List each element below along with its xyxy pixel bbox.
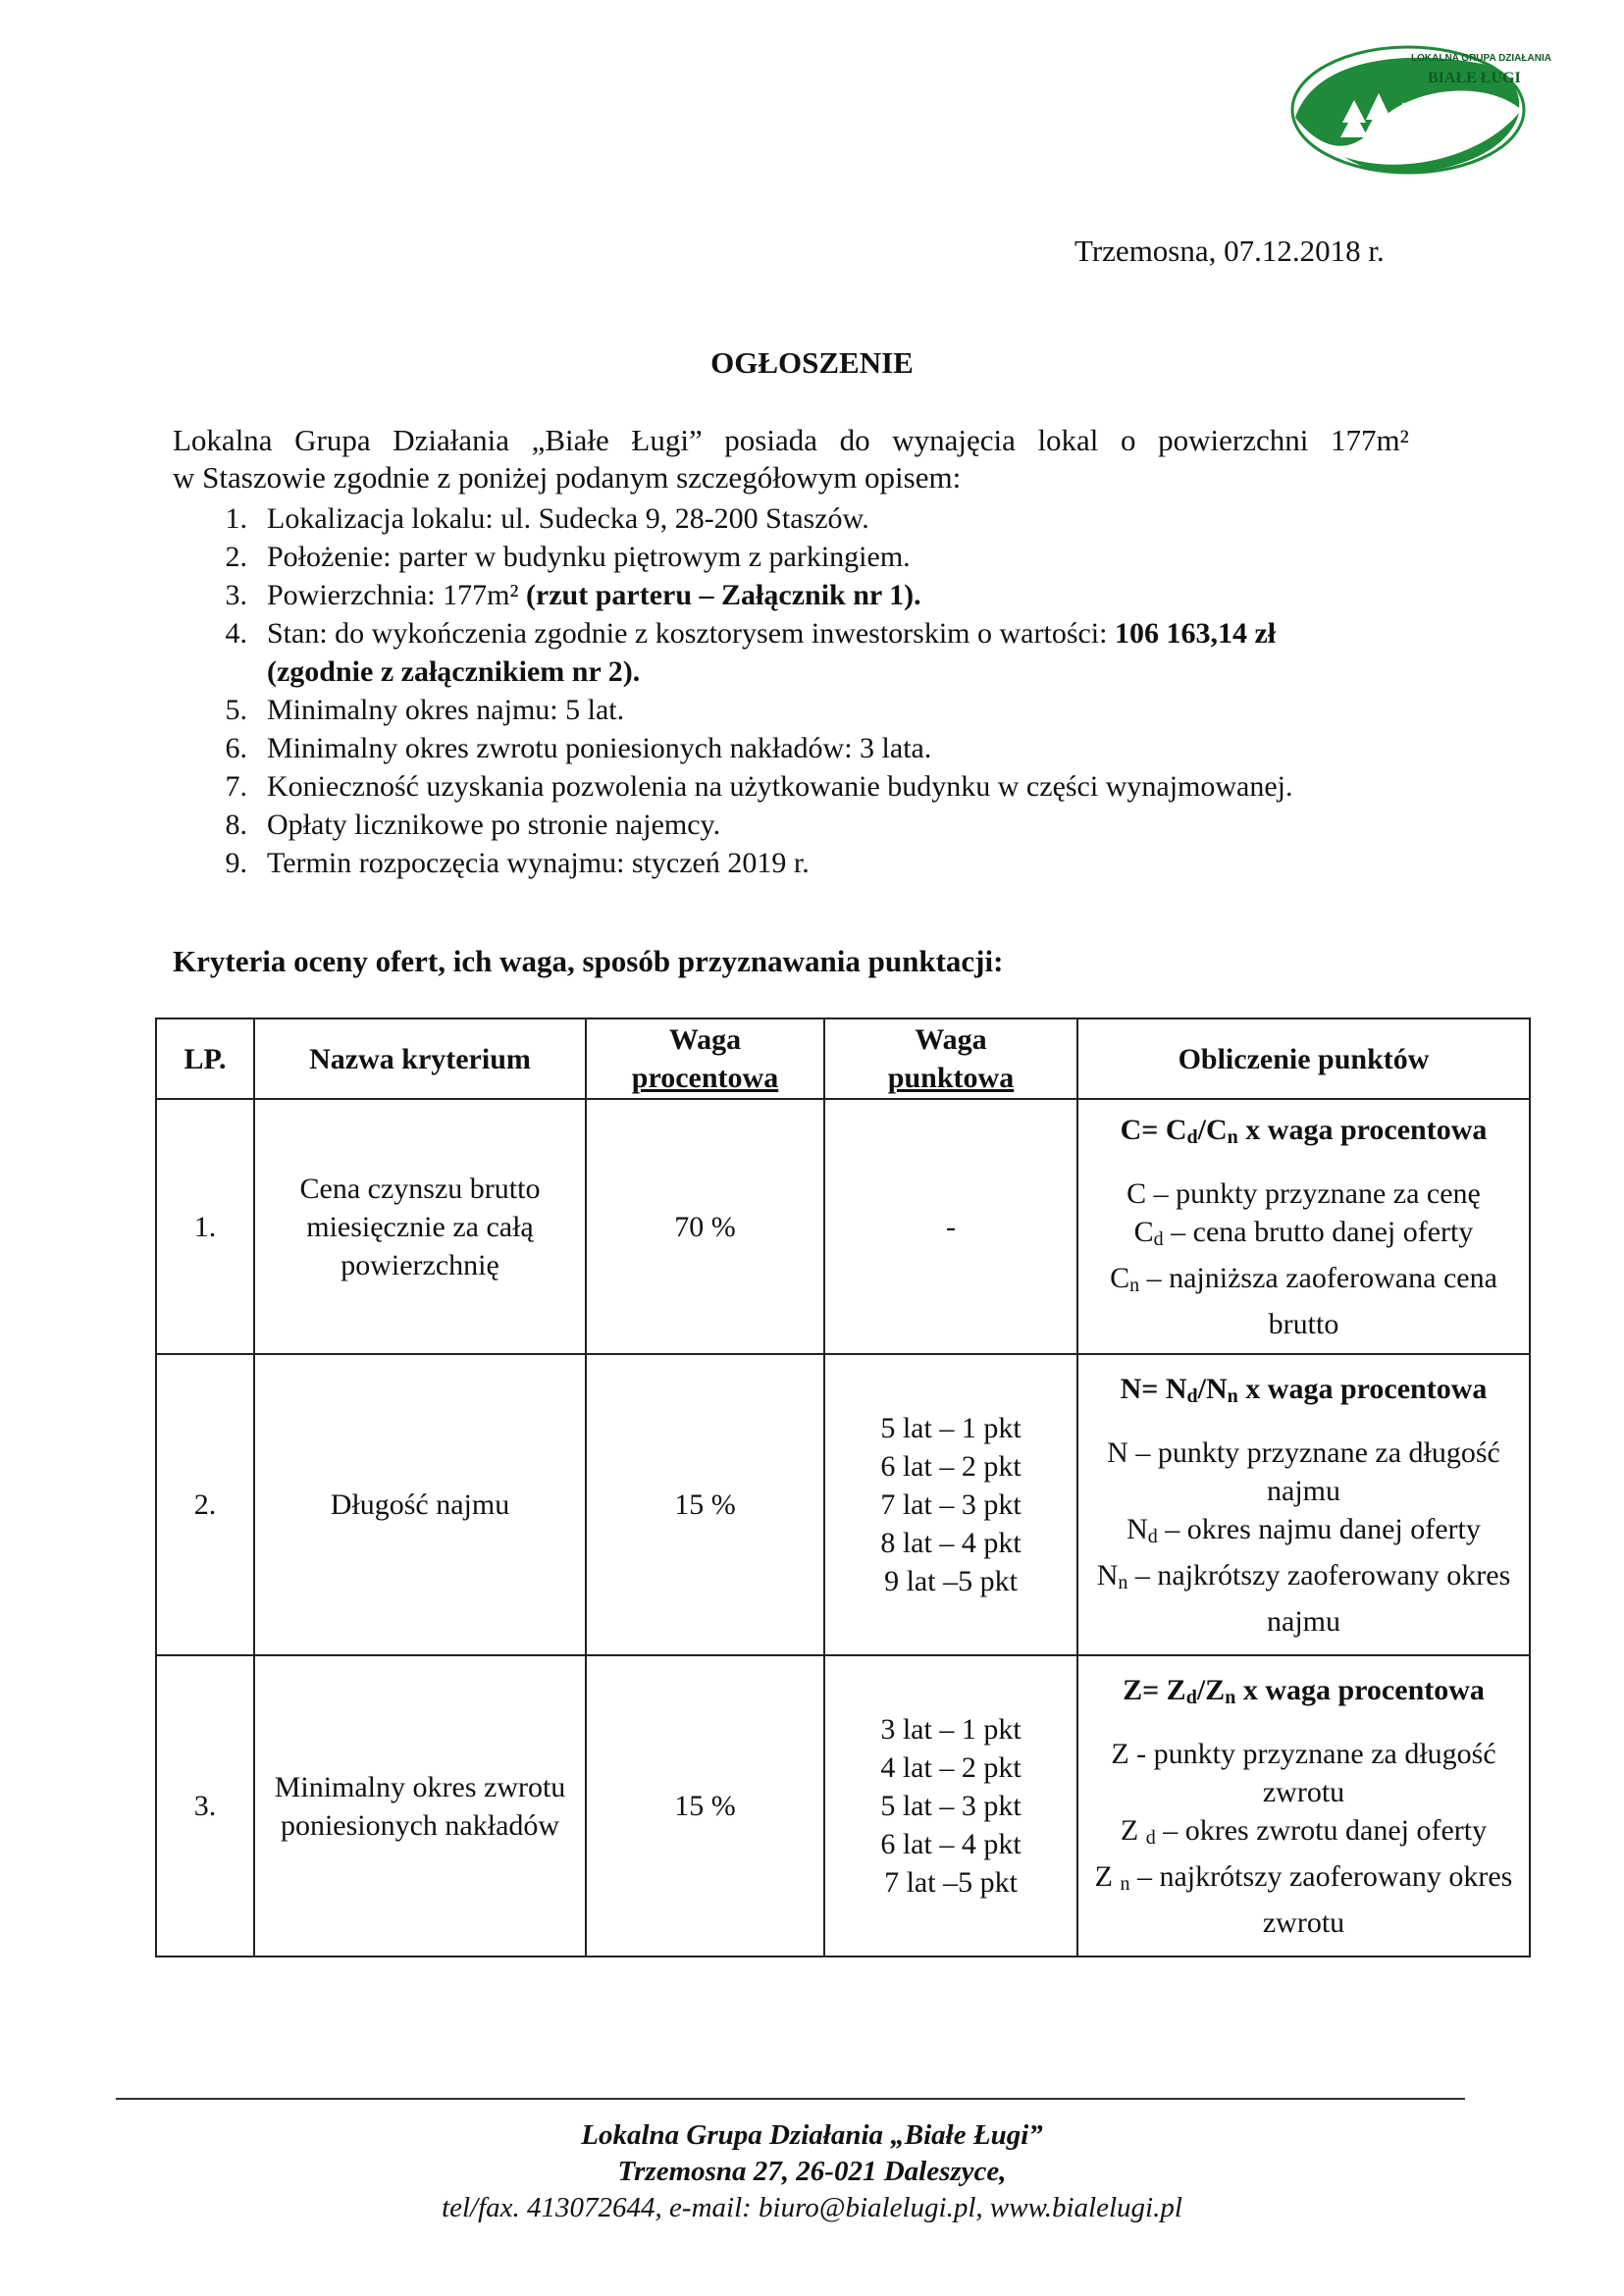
points-line: - [946, 1210, 956, 1243]
criteria-heading: Kryteria oceny ofert, ich waga, sposób przyznawania punktacji: [173, 944, 1004, 978]
points-line: 5 lat – 1 pkt [880, 1412, 1022, 1444]
list-item-number: 1. [225, 502, 247, 535]
list-item-bold: 106 163,14 zł [1114, 617, 1277, 650]
list-item-number: 6. [225, 732, 247, 764]
list-item-number: 9. [225, 847, 247, 879]
cell-lp: 2. [156, 1354, 254, 1655]
header-lp: LP. [156, 1018, 254, 1099]
formula-sub: n [1225, 1686, 1236, 1708]
logo-text-line2: BIAŁE ŁUGI [1428, 70, 1521, 86]
header-calc: Obliczenie punktów [1077, 1018, 1530, 1099]
list-item [173, 844, 1419, 882]
cell-lp: 1. [156, 1099, 254, 1354]
points-line: 5 lat – 3 pkt [880, 1790, 1022, 1822]
calc-desc-line: Z - punkty przyznane za długość zwrotu [1111, 1737, 1496, 1808]
footer-org: Lokalna Grupa Działania „Białe Ługi” [581, 2119, 1043, 2151]
header-waga-procentowa-line2: procentowa [631, 1062, 779, 1094]
intro-word: Grupa [294, 423, 371, 457]
cell-name: Długość najmu [254, 1354, 586, 1655]
intro-word: „Białe [531, 423, 609, 457]
table-row [156, 1354, 1530, 1655]
list-item-bold: (rzut parteru – Załącznik nr 1). [525, 579, 921, 611]
intro-word: powierzchni [1158, 423, 1309, 457]
list-item-text: Minimalny okres najmu: 5 lat. [267, 694, 625, 726]
points-line: 6 lat – 4 pkt [880, 1828, 1022, 1860]
footer-contact: tel/fax. 413072644, e-mail: biuro@bialelugi.pl, www.bialelugi.pl [442, 2192, 1182, 2223]
calc-desc-sub: n [1120, 1872, 1130, 1895]
criteria-table [155, 1018, 1531, 1957]
list-item [173, 538, 1419, 576]
list-item-text: Położenie: parter w budynku piętrowym z parkingiem. [267, 541, 911, 573]
points-line: 8 lat – 4 pkt [880, 1527, 1022, 1559]
cell-percent: 70 % [586, 1099, 824, 1354]
intro-word: o [1121, 423, 1136, 457]
calc-desc-line: $N_d$ – okres najmu danej oferty [1126, 1512, 1481, 1547]
list-item-number: 3. [225, 579, 247, 611]
cell-name: Cena czynszu brutto miesięcznie za całą powierzchnię [254, 1099, 586, 1354]
calc-desc-line: $C_d$ – cena brutto danej oferty [1133, 1215, 1474, 1250]
footer [0, 2117, 1624, 2226]
logo-text-line1: LOKALNA GRUPA DZIAŁANIA [1411, 53, 1551, 64]
formula-sub: n [1227, 1384, 1238, 1407]
list-item-text: Powierzchnia: 177m² (rzut parteru – Załącznik nr 1). [267, 579, 921, 611]
cell-name: Minimalny okres zwrotu poniesionych nakładów [254, 1655, 586, 1957]
criteria-body [156, 1099, 1530, 1957]
points-line: 6 lat – 2 pkt [880, 1450, 1022, 1483]
table-row [156, 1655, 1530, 1957]
formula-sub: d [1185, 1686, 1197, 1708]
calc-desc-sub: d [1145, 1826, 1156, 1849]
header-waga-procentowa [586, 1018, 824, 1099]
document-date: Trzemosna, 07.12.2018 r. [1074, 234, 1385, 268]
list-item [173, 691, 1419, 729]
calc-desc-line: Z $_n$ – najkrótszy zaoferowany okres zwrotu [1094, 1859, 1513, 1939]
list-item-text: Minimalny okres zwrotu poniesionych nakładów: 3 lata. [267, 732, 932, 764]
formula-sub: d [1186, 1384, 1198, 1407]
list-item [173, 806, 1419, 844]
header-waga-punktowa-line2: punktowa [887, 1062, 1015, 1094]
formula: $Z= Z_d/Z_n$ x waga procentowa [1123, 1673, 1485, 1708]
calc-desc-line: $N_n$ – najkrótszy zaoferowany okres najmu [1096, 1558, 1511, 1638]
list-item [173, 767, 1419, 806]
calc-desc-line: Z $_d$ – okres zwrotu danej oferty [1120, 1813, 1488, 1849]
intro-line1 [173, 422, 1409, 459]
header-waga-procentowa-line1: Waga [668, 1023, 742, 1056]
cell-lp: 3. [156, 1655, 254, 1957]
cell-points [824, 1655, 1077, 1957]
intro-paragraph [173, 422, 1409, 496]
points-line: 7 lat – 3 pkt [880, 1488, 1022, 1521]
calc-desc-sub: n [1129, 1274, 1140, 1296]
list-item-number: 4. [225, 617, 247, 650]
points-line: 3 lat – 1 pkt [880, 1713, 1022, 1746]
calc-desc-sub: n [1118, 1571, 1128, 1593]
lgd-logo [1285, 39, 1551, 186]
intro-line2: w Staszowie zgodnie z poniżej podanym szczegółowym opisem: [173, 460, 962, 495]
cell-calc [1077, 1655, 1530, 1957]
formula-sub: n [1227, 1125, 1238, 1148]
list-item [173, 499, 1419, 538]
cell-calc [1077, 1354, 1530, 1655]
intro-word: posiada [724, 423, 817, 457]
cell-points [824, 1099, 1077, 1354]
lgd-logo-graphic [1285, 39, 1551, 186]
list-item-text: Lokalizacja lokalu: ul. Sudecka 9, 28-200 Staszów. [267, 502, 869, 535]
document-title: OGŁOSZENIE [710, 345, 914, 380]
list-item-number: 2. [225, 541, 247, 573]
footer-address: Trzemosna 27, 26-021 Daleszyce, [617, 2156, 1007, 2187]
list-item [173, 614, 1419, 691]
intro-word: Działania [393, 423, 510, 457]
formula: $N= N_d/N_n$ x waga procentowa [1120, 1372, 1488, 1407]
calc-desc-sub: d [1153, 1227, 1164, 1250]
calc-desc-line: $C_n$ – najniższa zaoferowana cena brutto [1110, 1261, 1497, 1340]
cell-percent: 15 % [586, 1354, 824, 1655]
footer-divider [116, 2098, 1465, 2100]
points-line: 4 lat – 2 pkt [880, 1751, 1022, 1784]
calc-desc-line: N – punkty przyznane za długość najmu [1107, 1435, 1500, 1507]
header-name: Nazwa kryterium [254, 1018, 586, 1099]
header-waga-punktowa-line1: Waga [915, 1023, 987, 1056]
list-item-text: Opłaty licznikowe po stronie najemcy. [267, 809, 721, 841]
details-list [173, 499, 1419, 882]
list-item-number: 5. [225, 694, 247, 726]
formula-sub: d [1186, 1125, 1198, 1148]
intro-word: Lokalna [173, 423, 273, 457]
intro-word: do [839, 423, 870, 457]
list-item-text: Konieczność uzyskania pozwolenia na użytkowanie budynku w części wynajmowanej. [267, 770, 1293, 803]
cell-points [824, 1354, 1077, 1655]
intro-word: Ługi” [631, 423, 703, 457]
formula: $C= C_d/C_n$ x waga procentowa [1120, 1113, 1488, 1148]
cell-percent: 15 % [586, 1655, 824, 1957]
list-item-text: Termin rozpoczęcia wynajmu: styczeń 2019 r. [267, 847, 810, 879]
intro-word: 177m² [1330, 423, 1409, 457]
list-item [173, 729, 1419, 767]
cell-calc [1077, 1099, 1530, 1354]
calc-desc-sub: d [1147, 1525, 1158, 1547]
calc-desc-line: C – punkty przyznane za cenę [1126, 1176, 1481, 1210]
points-line: 7 lat –5 pkt [884, 1866, 1018, 1899]
list-item-text: Stan: do wykończenia zgodnie z kosztorysem inwestorskim o wartości: 106 163,14 zł (zgodnie z załącznikiem nr 2). [267, 617, 1277, 688]
list-item-number: 7. [225, 770, 247, 803]
points-line: 9 lat –5 pkt [884, 1565, 1018, 1597]
intro-word: wynajęcia [892, 423, 1016, 457]
list-item-number: 8. [225, 809, 247, 841]
list-item-bold: (zgodnie z załącznikiem nr 2). [267, 655, 641, 688]
intro-word: lokal [1037, 423, 1099, 457]
header-waga-punktowa [824, 1018, 1077, 1099]
table-row [156, 1099, 1530, 1354]
list-item [173, 576, 1419, 614]
